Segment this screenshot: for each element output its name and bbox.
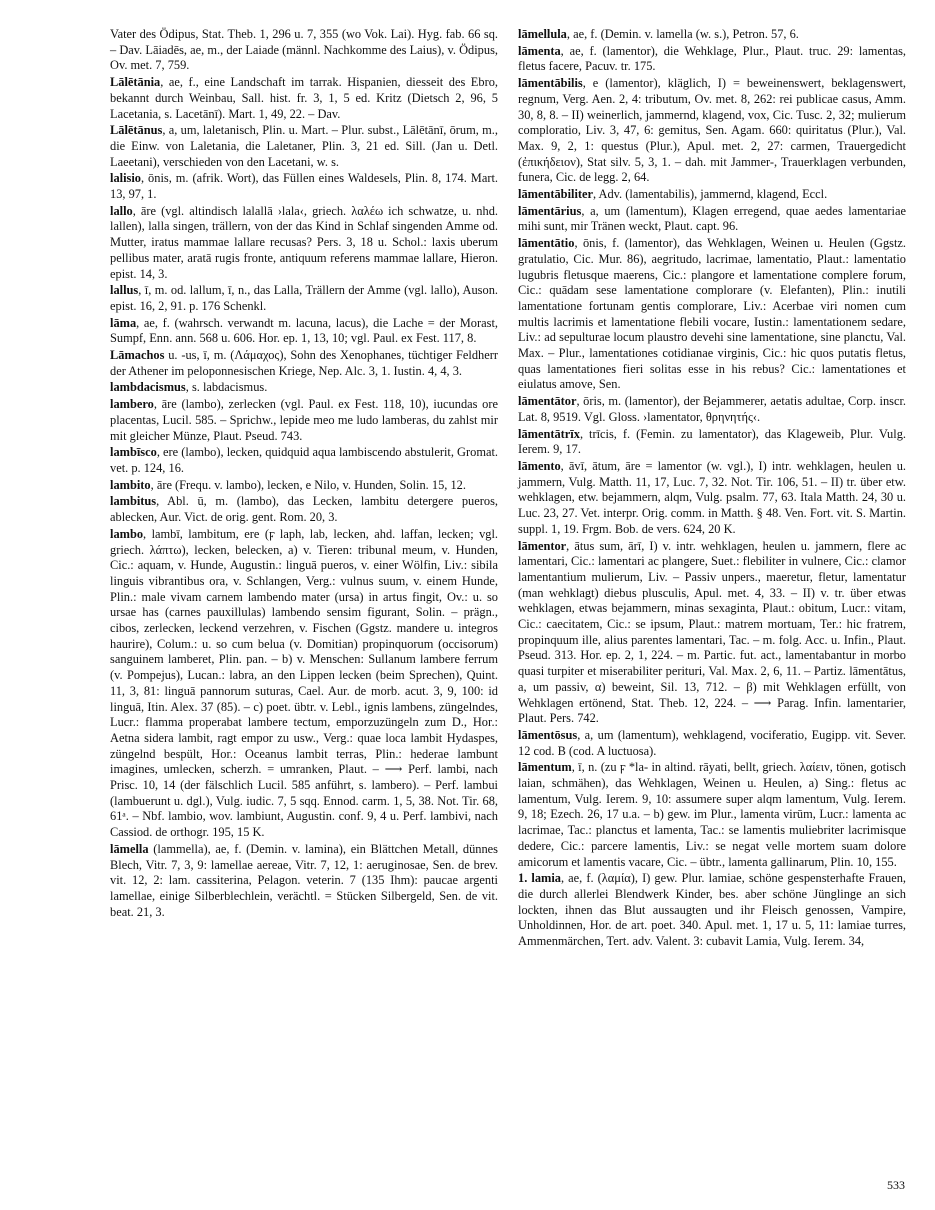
entry-text: (lammella), ae, f. (Demin. v. lamina), ein Blättchen Metall, dünnes Blech, Vitr. 7, 3, 9: lamellae aereae, Vitr. 7, 12, 1: aeruginosae, Sen. de brev. vit. 12, 2: lam. cassiterina, Pelagon. veterin. 7 (135 Ihm): paucae argenti lamellae, einige Silberblechlein, verächtl. = Stücken Silbergeld, Sen. de vit. beat. 21, 3. — [110, 841, 498, 919]
entry-text: , a, um (lamentum), wehklagend, vociferatio, Eugipp. vit. Sever. 12 cod. B (cod. A luctuosa). — [518, 727, 906, 758]
dictionary-entry — [518, 459, 906, 538]
entry-headword: lāmentābiliter — [518, 187, 594, 202]
entry-text: , ī, n. (zu ϝ *la- in altind. rāyati, bellt, griech. λαίειν, tönen, gotisch laian, schmähen), das Wehklagen, Weinen u. Heulen, a) Sing.: fletus ac lamentum, Vulg. Ierem. 9, 10: assumere super alqm lamentum, Vulg. Ierem. 9, 18; Ezech. 26, 17 u.a. – b) gew. im Plur., lamenta virūm, Lucr.: lamenta ac lacrimae, Tac.: planctus et lamenta, Tac.: se lamentis muliebriter lacrimisque dedere, Cic.: parcere lamentis, Liv.: se negat velle mortem suam dolore amicorum et lamentis vacare, Cic. – übtr., lamenta gallinarum, Plin. 10, 155. — [518, 760, 906, 869]
left-column — [110, 27, 498, 921]
dictionary-entry — [110, 283, 498, 314]
entry-headword: lāmenta — [518, 43, 561, 58]
entry-text: , e (lamentor), kläglich, I) = beweinenswert, beklagenswert, regnum, Verg. Aen. 2, 4: tributum, Ov. met. 8, 262: rei publicae casus, Amm. 30, 8, 8. – II) weinerlich, jammernd, klagend, vox, Cic. Tusc. 2, 32; mulierum comploratio, Liv. 3, 47, 6: gemitus, Sen. Agam. 660: quiritatus (Plur.), Val. Max. 9, 2, 1: questus (Plur.), Apul. met. 2, 27: carmen, Trauergedicht (ἐπικήδειον), Stat silv. 5, 3, 1. – dah. mit Jammer-, Trauerklagen verbunden, funera, Cic. de legg. 2, 64. — [518, 76, 906, 185]
dictionary-entry — [518, 427, 906, 458]
entry-headword: lāmentōsus — [518, 727, 578, 742]
dictionary-entry — [110, 397, 498, 444]
dictionary-entry — [518, 539, 906, 727]
entry-text: , ātus sum, ārī, I) v. intr. wehklagen, heulen u. jammern, flere ac lamentari, Cic.: lamentari ac plangere, Suet.: flebiliter in vulnere, Cic.: clamor lamentantium mulierum, Liv. – Passiv unpers., maeretur, fletur, lamentatur (man wehklagt) diebus plusculis, Apul. met. 4, 33. – II) v. tr. über etwas wehklagen, etwas bejammern, minas sexaginta, Plaut.: obitum, Lucr.: vitam, Cic.: caecitatem, Cic.: se ipsum, Plaut.: matrem mortuam, Ter.: hic fratrem, propinquum ille, alius parentes lamentari, Tac. – m. folg. Acc. u. Infin., Plaut. Pseud. 313. Hor. ep. 2, 1, 224. – m. Partic. fut. act., lamentabantur in morbo quasi turpiter et miserabiliter perituri, Val. Max. 2, 6, 11. – Partiz. lāmentātus, a, um passiv, α) beweint, Sil. 13, 712. – β) mit Wehklagen erfüllt, von Wehklagen ertönend, Stat. Theb. 12, 224. – ⟶ Parag. Infin. lamentarier, Plaut. Pers. 742. — [518, 538, 906, 726]
dictionary-entry — [110, 75, 498, 122]
dictionary-entry — [518, 204, 906, 235]
entry-headword: Lālētānia — [110, 75, 161, 90]
dictionary-entry — [110, 842, 498, 921]
dictionary-entry — [518, 871, 906, 950]
entry-headword: lambitus — [110, 494, 157, 509]
entry-headword: lāmentum — [518, 760, 572, 775]
dictionary-entry — [518, 44, 906, 75]
entry-text: , ae, f., eine Landschaft im tarrak. Hispanien, diesseit des Ebro, bekannt durch Weinbau, Sall. hist. fr. 3, 1, 5 ed. Kritz (Dietsch 2, 96, 5 Lacetania, s. Lacetānī). Mart. 1, 49, 22. – Dav. — [110, 75, 498, 121]
entry-headword: lambero — [110, 397, 154, 412]
entry-text: u. -us, ī, m. (Λάμαχος), Sohn des Xenophanes, tüchtiger Feldherr der Athener im peloponnesischen Kriege, Nep. Alc. 3, 1. Iustin. 4, 4, 3. — [110, 348, 498, 378]
entry-headword: lāmentābilis — [518, 76, 583, 91]
dictionary-entry — [518, 760, 906, 870]
dictionary-entry — [110, 204, 498, 283]
entry-text: , ae, f. (wahrsch. verwandt m. lacuna, lacus), die Lache = der Morast, Sumpf, Enn. ann. 568 u. 606. Hor. ep. 1, 13, 10; vgl. Paul. ex Fest. 117, 8. — [110, 315, 498, 346]
dictionary-entry — [518, 394, 906, 425]
entry-text: , ae, f. (Demin. v. lamella (w. s.), Petron. 57, 6. — [566, 27, 799, 41]
entry-headword: lāmellula — [518, 27, 567, 41]
right-column — [518, 27, 906, 951]
entry-text: , āvī, ātum, āre = lamentor (w. vgl.), I) intr. wehklagen, heulen u. jammern, Vulg. Matth. 11, 17, Luc. 7, 32. Not. Tir. 106, 51. – II) tr. über etw. wehklagen, etw. bejammern, alqm, Vulg. psalm. 77, 63. Itala Matth. 24, 30 u. Luc. 23, 27. Vet. interpr. Orig. comm. in Matth. § 48. Ven. Fort. vit. S. Martin. suppl. 1, 19. Frgm. Bob. de vers. 624, 20 K. — [518, 458, 906, 536]
entry-headword: lambdacismus — [110, 380, 186, 395]
entry-headword: lāmentārius — [518, 203, 582, 218]
entry-headword: lāmentor — [518, 538, 567, 553]
dictionary-entry — [518, 236, 906, 393]
entry-headword: Lāmachos — [110, 348, 165, 363]
entry-text: , āre (Frequ. v. lambo), lecken, e Nilo, v. Hunden, Solin. 15, 12. — [150, 477, 466, 492]
entry-headword: Lālētānus — [110, 123, 163, 138]
entry-headword: lāmentātrīx — [518, 426, 580, 441]
entry-headword: lāma — [110, 315, 137, 330]
dictionary-entry — [110, 478, 498, 494]
entry-headword: lāmento — [518, 458, 561, 473]
entry-text: , ae, f. (lamentor), die Wehklage, Plur., Plaut. truc. 29: lamentas, fletus facere, Pacuv. tr. 175. — [518, 43, 906, 74]
dictionary-entry — [518, 187, 906, 203]
entry-text: , lambī, lambitum, ere (ϝ laph, lab, lecken, ahd. laffan, lecken; vgl. griech. λάπτω), lecken, belecken, a) v. Tieren: tribunal meum, v. Hunden, Cic.: aquam, v. Hunde, Augustin.: linguā pueros, v. einer Wölfin, Liv.: sibila linguis vibrantibus ora, v. Schlangen, Verg.: vulnus suum, v. einem Hunde, Plin.: male vivam carnem lambendo mater (ursa) in artus fingit, Ov.: u. so ursae has (carnes pauxillulas) lambendo sensim figurant, Solin. – prägn., cibos, zerlecken, leckend verzehren, v. Fischen (Ggstz. mandere u. integros haurire), Colum.: u. so cum belua (v. Domitian) propinquorum (occisorum) sanguinem lamberet, Plin. pan. – b) v. Menschen: Sullanum lambere ferrum (v. Pompejus), Lucan.: labra, an den Lippen lecken (beim Sprechen), Quint. 11, 3, 81: linguā pannorum suturas, Cael. Aur. de morb. acut. 3, 9, 100: id linguā, Itin. Alex. 37 (85). – c) poet. übtr. v. Lebl., ignis lambens, züngelndes, Lucr.: flamma properabat lambere tectum, emporzuzüngeln zum D., Hor.: Aetna sidera lambit, ragt empor zu usw., Verg.: quae loca lambit Hydaspes, züngelnd bespült, Hor.: Oceanus lambit terras, Plin.: hederae lambunt imagines, umlecken, scherzh. = umranken, Plaut. – ⟶ Perf. lambi, nach Prisc. 10, 14 (der fälschlich Lucil. 585 anführt, s. lambero). – Perf. lambui (lambuerunt u. dgl.), Vulg. iudic. 7, 5 sqq. Ennod. carm. 1, 5, 38. Not. Tir. 68, 61ᵃ. – Nbf. lambio, wov. lambiunt, Augustin. conf. 9, 4 u. Perf. lambivi, nach Cassiod. de orthogr. 195, 15 K. — [110, 526, 498, 840]
dictionary-entry — [110, 348, 498, 379]
entry-headword: lallo — [110, 203, 133, 218]
entry-text: , s. labdacismus. — [185, 380, 268, 395]
entry-text: , trīcis, f. (Femin. zu lamentator), das Klageweib, Plur. Vulg. Ierem. 9, 17. — [518, 426, 906, 457]
dictionary-entry — [110, 380, 498, 396]
entry-text: , a, um (lamentum), Klagen erregend, quae aedes lamentariae mihi sunt, mir Tränen weckt, Plaut. capt. 96. — [518, 203, 906, 234]
entry-text: , Abl. ū, m. (lambo), das Lecken, lambitu detergere pueros, ablecken, Aur. Vict. de orig. gent. Rom. 20, 3. — [110, 494, 498, 525]
entry-headword: lambito — [110, 477, 151, 492]
dictionary-entry — [518, 76, 906, 186]
entry-headword: lalisio — [110, 171, 141, 186]
dictionary-entry — [110, 445, 498, 476]
entry-text: , ae, f. (λαμία), I) gew. Plur. lamiae, schöne gespensterhafte Frauen, die durch allerlei Blendwerk Kinder, bes. aber schöne Jünglinge an sich lockten, ihnen das Blut aussaugten und ihr Fleisch genossen, Vampire, Unholdinnen, Hor. de art. poet. 340. Apul. met. 1, 17 u. 5, 11: lamiae turres, Ammenmärchen, Tert. adv. Valent. 3: cubavit Lamia, Vulg. Ierem. 34, — [518, 871, 906, 949]
dictionary-entry — [110, 316, 498, 347]
page-number: 533 — [887, 1178, 905, 1192]
entry-headword: 1. lamia — [518, 871, 561, 886]
dictionary-entry — [110, 27, 498, 74]
entry-headword: lallus — [110, 283, 139, 298]
entry-text: , āre (lambo), zerlecken (vgl. Paul. ex Fest. 118, 10), iucundas ore placentas, Lucil. 585. – Sprichw., lepide meo me ludo lamberas, du zahlst mir mit gleicher Münze, Plaut. Pseud. 743. — [110, 397, 498, 443]
entry-text: , ere (lambo), lecken, quidquid aqua lambiscendo abstulerit, Gromat. vet. p. 124, 16. — [110, 445, 498, 475]
entry-headword: lāmentātio — [518, 236, 575, 251]
entry-text: Vater des Ödipus, Stat. Theb. 1, 296 u. 7, 355 (wo Vok. Lai). Hyg. fab. 66 sq. – Dav. Lāiadēs, ae, m., der Laiade (männl. Nachkomme des Laius), v. Ödipus, Ov. met. 7, 759. — [110, 27, 498, 73]
dictionary-entry — [110, 171, 498, 202]
entry-text: , ōnis, m. (afrik. Wort), das Füllen eines Waldesels, Plin. 8, 174. Mart. 13, 97, 1. — [110, 171, 498, 202]
entry-headword: lambo — [110, 526, 144, 541]
entry-text: , āre (vgl. altindisch lalallā ›lala‹, griech. λαλέω ich schwatze, u. nhd. lallen), lalla singen, trällern, von der das Kind in Schlaf singenden Amme od. Mutter, iratus mammae lallare recusas? Pers. 3, 18 u. Schol.: laxis uberum pellibus mater, aratā rugis fronte, antiquum referens mammae lallare, Hieron. epist. 14, 3. — [110, 203, 498, 281]
dictionary-entry — [518, 728, 906, 759]
entry-headword: lāmentātor — [518, 394, 577, 409]
entry-text: , ōris, m. (lamentor), der Bejammerer, aetatis adultae, Corp. inscr. Lat. 8, 9519. Vgl. Gloss. ›lamentator, θρηνητής‹. — [518, 394, 906, 424]
dictionary-entry — [110, 527, 498, 841]
dictionary-entry — [518, 27, 906, 43]
entry-text: , Adv. (lamentabilis), jammernd, klagend, Eccl. — [593, 187, 828, 202]
entry-headword: lāmella — [110, 841, 149, 856]
entry-headword: lambīsco — [110, 445, 157, 460]
dictionary-entry — [110, 123, 498, 170]
entry-text: , ī, m. od. lallum, ī, n., das Lalla, Trällern der Amme (vgl. lallo), Auson. epist. 16, 2, 91. p. 176 Schenkl. — [110, 283, 498, 313]
entry-text: , a, um, laletanisch, Plin. u. Mart. – Plur. subst., Lālētānī, ōrum, m., die Einw. von Laletania, die Laletaner, Plin. 3, 21 ed. Sill. (Jan u. Detl. Laeetani), verschieden von den Lacetani, w. s. — [110, 123, 498, 169]
entry-text: , ōnis, f. (lamentor), das Wehklagen, Weinen u. Heulen (Ggstz. gratulatio, Cic. Mur. 86), aegritudo, lacrimae, lamentatio, Plaut.: lamentatio lugubris fletusque maerens, Cic.: plangore et lamentatione complere forum, Cic.: quādam sese lamentatione complorare (v. Elefanten), Plin.: inutili lamentatione fortunam gentis complorare, Liv.: Acerbae viri nomen cum multis lacrimis et lamentatione flebili vocare, Iustin.: lamentationem sedare, Liv.: ad sepulturae locum plaustro devehi sine lamentatione, sine planctu, Val. Max. – Plur., lamentationes cotidianae virginis, Cic.: hic quos putatis fletus, quas lamentationes fieri solitas esse in his rebus? Cic.: lamentationes et eiulatus amove, Sen. — [518, 236, 906, 392]
dictionary-entry — [110, 494, 498, 525]
